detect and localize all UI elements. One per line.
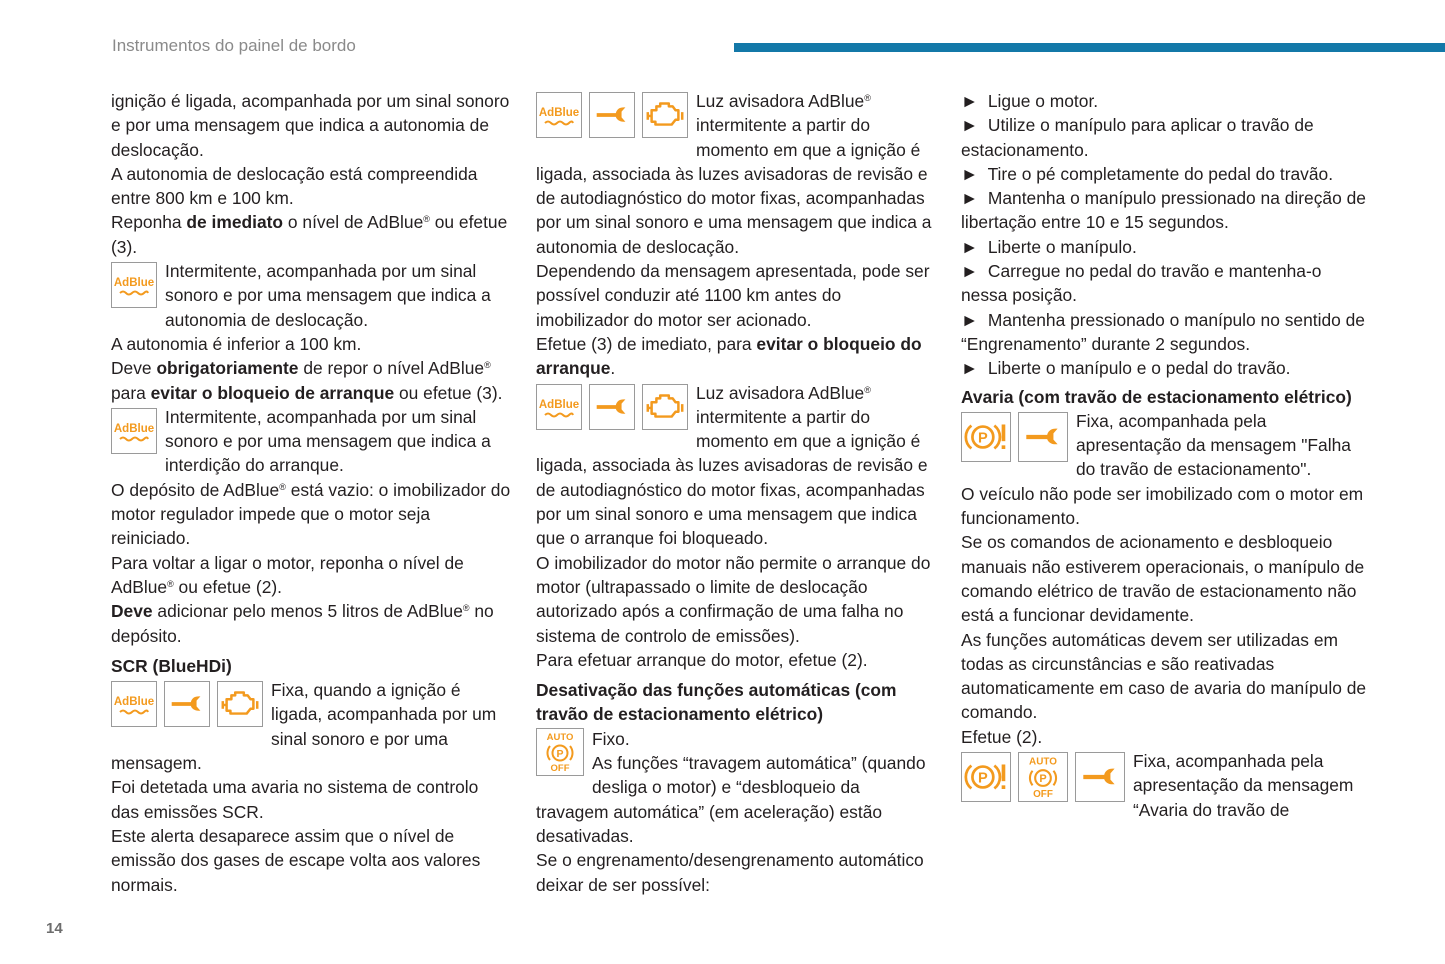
paragraph: Intermitente, acompanhada por um sinal sonoro e por uma mensagem que indica a interdição do arranque. bbox=[165, 406, 491, 476]
adblue-warning-icon bbox=[536, 384, 582, 430]
wrench-icon bbox=[1018, 412, 1068, 462]
paragraph: Fixa, quando a ignição é ligada, acompanhada por um sinal sonoro e por uma mensagem. bbox=[111, 680, 497, 774]
svg-text:AdBlue: AdBlue bbox=[113, 277, 155, 290]
engine-icon bbox=[642, 384, 688, 430]
paragraph: Reponha de imediato o nível de AdBlue® ou efetue (3). bbox=[111, 212, 508, 257]
step-item: ► Ligue o motor. bbox=[961, 91, 1099, 111]
paragraph: Deve obrigatoriamente de repor o nível AdBlue® para evitar o bloqueio de arranque ou efetue (3). bbox=[111, 358, 503, 403]
paragraph: Fixo. bbox=[592, 728, 630, 749]
paragraph: ignição é ligada, acompanhada por um sinal sonoro e por uma mensagem que indica a autonomia de deslocação. bbox=[111, 91, 510, 160]
warning-icons bbox=[536, 728, 584, 776]
paragraph: O depósito de AdBlue® está vazio: o imobilizador do motor regulador impede que o motor seja reiniciado. bbox=[111, 479, 511, 549]
park-brake-fault-icon bbox=[961, 412, 1011, 462]
paragraph: As funções automáticas devem ser utilizadas em todas as circunstâncias e são reativadas automaticamente em caso de avaria do manípulo de comando. bbox=[961, 629, 1367, 723]
header-title: Instrumentos do painel de bordo bbox=[112, 36, 356, 55]
svg-text:P: P bbox=[1039, 773, 1047, 786]
step-item: ► Utilize o manípulo para aplicar o travão de estacionamento. bbox=[961, 115, 1314, 160]
park-brake-fault-icon bbox=[961, 752, 1011, 802]
section-heading: SCR (BlueHDi) bbox=[111, 655, 232, 676]
svg-text:AdBlue: AdBlue bbox=[538, 398, 580, 411]
paragraph: Efetue (3) de imediato, para evitar o bloqueio do arranque. bbox=[536, 333, 922, 379]
column-1 bbox=[111, 89, 511, 897]
engine-icon bbox=[217, 681, 263, 727]
svg-text:AUTO: AUTO bbox=[1029, 756, 1057, 768]
wrench-icon bbox=[164, 681, 210, 727]
step-item: ► Liberte o manípulo. bbox=[961, 236, 1137, 257]
svg-text:OFF: OFF bbox=[550, 762, 570, 774]
paragraph: Para voltar a ligar o motor, reponha o nível de AdBlue® ou efetue (2). bbox=[111, 552, 464, 597]
svg-text:AdBlue: AdBlue bbox=[113, 696, 155, 709]
page-number: 14 bbox=[46, 920, 63, 937]
paragraph: Foi detetada uma avaria no sistema de controlo das emissões SCR. bbox=[111, 777, 479, 822]
paragraph: Luz avisadora AdBlue® intermitente a partir do momento em que a ignição é ligada, associada às luzes avisadoras de revisão e de autodiagnóstico do motor fixas, acompanhadas por um sinal sonoro e uma mensagem que indica a autonomia de deslocação. bbox=[536, 91, 932, 257]
paragraph: Se o engrenamento/desengrenamento automático deixar de ser possível: bbox=[536, 850, 924, 895]
paragraph: Efetue (2). bbox=[961, 726, 1043, 747]
svg-text:AdBlue: AdBlue bbox=[113, 422, 155, 435]
adblue-warning-icon bbox=[111, 408, 157, 454]
paragraph: As funções “travagem automática” (quando desliga o motor) e “desbloqueio da travagem automática” (em aceleração) estão desativadas. bbox=[536, 753, 926, 846]
paragraph: Dependendo da mensagem apresentada, pode ser possível conduzir até 1100 km antes do imobilizador do motor ser acionado. bbox=[536, 261, 930, 330]
section-heading: Desativação das funções automáticas (com travão de estacionamento elétrico) bbox=[536, 680, 897, 725]
svg-text:P: P bbox=[556, 747, 564, 760]
adblue-warning-icon bbox=[111, 262, 157, 308]
section-heading: Avaria (com travão de estacionamento elétrico) bbox=[961, 386, 1352, 407]
adblue-warning-icon bbox=[111, 681, 157, 727]
warning-icons bbox=[961, 412, 1068, 462]
warning-icons bbox=[111, 681, 263, 727]
header-accent-bar bbox=[734, 43, 1445, 52]
paragraph: O imobilizador do motor não permite o arranque do motor (ultrapassado o limite de deslocação autorizado após a confirmação de uma falha no sistema de controlo de emissões). bbox=[536, 552, 931, 646]
step-item: ► Mantenha pressionado o manípulo no sentido de “Engrenamento” durante 2 segundos. bbox=[961, 309, 1365, 354]
warning-icons bbox=[961, 752, 1125, 802]
step-item: ► Liberte o manípulo e o pedal do travão. bbox=[961, 358, 1291, 379]
wrench-icon bbox=[1075, 752, 1125, 802]
paragraph: Fixa, acompanhada pela apresentação da mensagem “Avaria do travão de bbox=[1133, 751, 1354, 820]
paragraph: Intermitente, acompanhada por um sinal sonoro e por uma mensagem que indica a autonomia de deslocação. bbox=[165, 261, 491, 330]
svg-text:AUTO: AUTO bbox=[546, 731, 574, 743]
auto-park-off-icon bbox=[536, 728, 584, 776]
step-item: ► Carregue no pedal do travão e mantenha-o nessa posição. bbox=[961, 261, 1322, 306]
warning-icons bbox=[111, 262, 157, 308]
warning-icons bbox=[536, 384, 688, 430]
column-3 bbox=[961, 89, 1371, 822]
wrench-icon bbox=[589, 92, 635, 138]
paragraph: Para efetuar arranque do motor, efetue (2). bbox=[536, 649, 868, 670]
paragraph: Luz avisadora AdBlue® intermitente a partir do momento em que a ignição é ligada, associada às luzes avisadoras de revisão e de autodiagnóstico do motor fixas, acompanhadas por um sinal sonoro e uma mensagem que indica que o arranque foi bloqueado. bbox=[536, 382, 928, 549]
column-2 bbox=[536, 89, 934, 897]
svg-text:OFF: OFF bbox=[1033, 788, 1053, 800]
paragraph: A autonomia é inferior a 100 km. bbox=[111, 333, 362, 354]
paragraph: Este alerta desaparece assim que o nível de emissão dos gases de escape volta aos valores normais. bbox=[111, 825, 481, 895]
paragraph: A autonomia de deslocação está compreendida entre 800 km e 100 km. bbox=[111, 163, 478, 209]
warning-icons bbox=[536, 92, 688, 138]
engine-icon bbox=[642, 92, 688, 138]
step-item: ► Tire o pé completamente do pedal do travão. bbox=[961, 163, 1334, 184]
wrench-icon bbox=[589, 384, 635, 430]
warning-icons bbox=[111, 408, 157, 454]
paragraph: O veículo não pode ser imobilizado com o motor em funcionamento. bbox=[961, 483, 1364, 529]
paragraph: Deve adicionar pelo menos 5 litros de AdBlue® no depósito. bbox=[111, 601, 494, 646]
step-item: ► Mantenha o manípulo pressionado na direção de libertação entre 10 e 15 segundos. bbox=[961, 188, 1366, 233]
svg-text:AdBlue: AdBlue bbox=[538, 107, 580, 119]
adblue-warning-icon bbox=[536, 92, 582, 138]
paragraph: Fixa, acompanhada pela apresentação da mensagem "Falha do travão de estacionamento". bbox=[1076, 410, 1351, 480]
auto-park-off-icon bbox=[1018, 752, 1068, 802]
paragraph: Se os comandos de acionamento e desbloqueio manuais não estiverem operacionais, o manípulo de comando elétrico de travão de estacionamento não está a funcionar devidamente. bbox=[961, 532, 1365, 626]
